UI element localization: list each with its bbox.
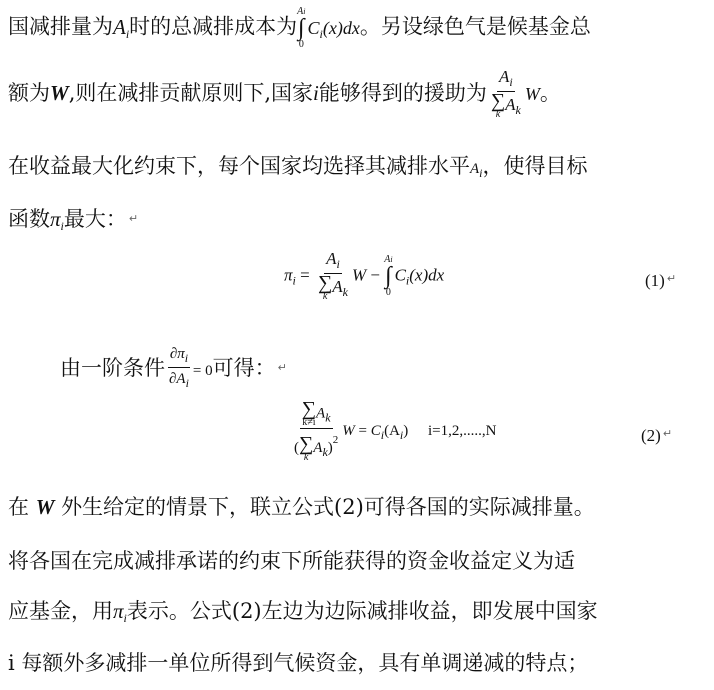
- var-W-3: W: [35, 495, 55, 519]
- var-A-i-2: $A_i$: [470, 161, 483, 180]
- aid-fraction: $A_i$ ∑ k $A_k$: [490, 67, 521, 120]
- var-W: W: [50, 80, 69, 105]
- para1-line1: 国减排量为$A_i$时的总减排成本为 Ai ∫ 0 $C_i(x)dx$。另设绿色气是候基金总: [8, 6, 591, 50]
- var-pi-i-2: $\pi_i$: [113, 599, 127, 625]
- para3-line1: 在 W 外生给定的情景下，联立公式(2)可得各国的实际减排量。: [8, 495, 595, 519]
- paragraph-mark: ↵: [128, 212, 139, 225]
- para3-line2: 将各国在完成减排承诺的约束下所能获得的资金收益定义为适: [8, 549, 575, 573]
- para2-line: 由一阶条件 $\frac{\partial\pi_i}{\partial A_i}$ = 0可得： ↵: [60, 345, 287, 394]
- var-W-2: W: [524, 83, 540, 104]
- equation-1: $\pi_i$ = $A_i$ ∑ k $A_k$ W − Ai ∫ 0 $C_i(x)dx$: [284, 249, 445, 302]
- para1-line3: 在收益最大化约束下，每个国家均选择其减排水平$A_i$，使得目标: [8, 154, 588, 180]
- var-i: i: [313, 80, 319, 105]
- integrand: $C_i(x)dx$: [307, 17, 360, 41]
- equation-1-number: (1) ↵: [645, 271, 677, 290]
- var-A-i: $A_i$: [113, 14, 130, 41]
- para1-line4: 函数$\pi_i$最大： ↵: [8, 207, 139, 233]
- equation-2-number: (2) ↵: [641, 426, 673, 445]
- para1-line2: 额为W,则在减排贡献原则下,国家i能够得到的援助为 $A_i$ ∑ k $A_k$ W。: [8, 67, 561, 120]
- integral-symbol: Ai ∫ 0: [297, 6, 306, 50]
- first-order-derivative: $\frac{\partial\pi_i}{\partial A_i}$: [169, 346, 189, 390]
- var-pi-i: $\pi_i$: [50, 207, 64, 233]
- equation-2: ∑ k≠i $A_k$ ( ∑ k $A_k)^2$ $W = C_i(A_i)$ i=1,2,.....,N: [294, 398, 497, 463]
- para3-line3: 应基金，用$\pi_i$表示。公式(2)左边为边际减排收益，即发展中国家: [8, 599, 598, 625]
- para3-line4: i 每额外多减排一单位所得到气候资金，具有单调递减的特点；: [8, 651, 589, 675]
